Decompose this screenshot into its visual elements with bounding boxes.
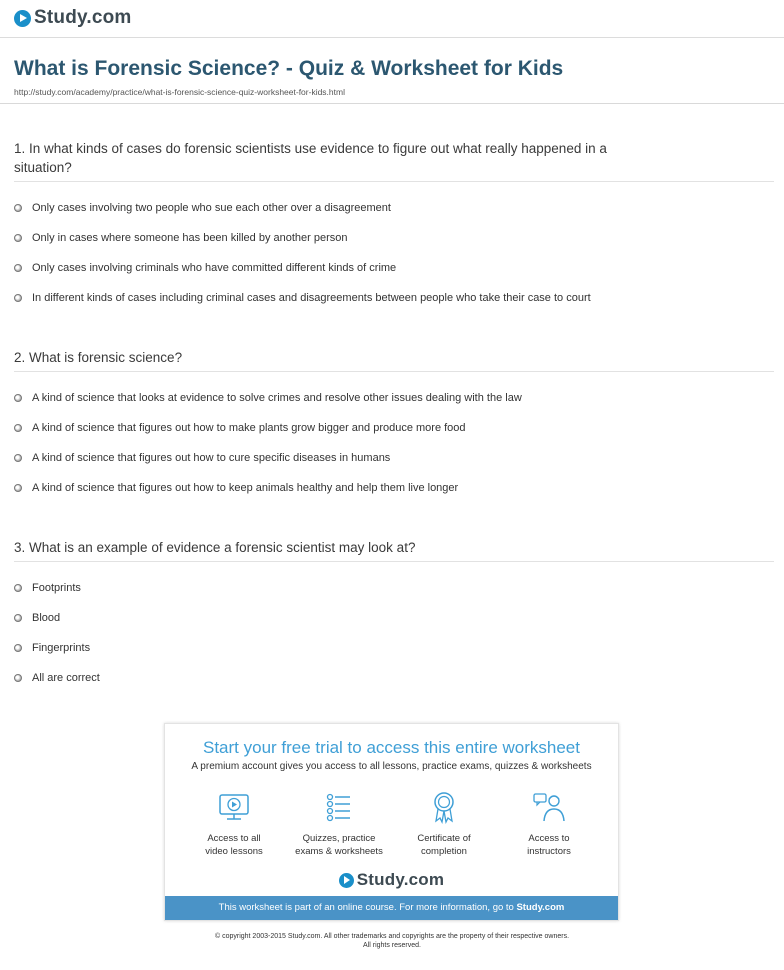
answer-option[interactable]: Only in cases where someone has been killed by another person [14,232,348,244]
feature-label: Quizzes, practice [302,833,376,844]
feature-label: Access to [528,833,570,844]
answer-option[interactable]: Only cases involving two people who sue each other over a disagreement [14,202,391,214]
promo-footer-link[interactable]: Study.com [516,902,565,913]
radio-icon[interactable] [14,264,22,272]
answer-option[interactable]: Footprints [14,582,81,594]
copyright-footer [0,932,784,950]
promo-footer-bar [165,896,618,920]
feature-label: video lessons [205,846,263,857]
rights-line: All rights reserved. [363,942,421,949]
answer-option[interactable]: Only cases involving criminals who have committed different kinds of crime [14,262,396,274]
radio-icon[interactable] [14,234,22,242]
radio-icon[interactable] [14,454,22,462]
answer-option[interactable]: A kind of science that figures out how to keep animals healthy and help them live longer [14,482,458,494]
question-divider [14,181,774,182]
answer-option[interactable]: Fingerprints [14,642,90,654]
answer-option[interactable]: A kind of science that looks at evidence to solve crimes and resolve other issues dealing with the law [14,392,522,404]
feature-instructors [499,790,599,858]
question-1: 1. In what kinds of cases do forensic scientists use evidence to figure out what really happened in a situation? [14,141,607,175]
feature-label: Certificate of [417,833,471,844]
divider [0,103,784,104]
radio-icon[interactable] [14,394,22,402]
site-header [0,0,784,38]
promo-logo-text: Study.com [356,870,445,889]
premium-promo-box [164,723,619,921]
question-divider [14,371,774,372]
copyright-line: © copyright 2003-2015 Study.com. All other trademarks and copyrights are the property of their respective owners. [214,933,570,940]
radio-icon[interactable] [14,294,22,302]
study-logo[interactable] [14,7,132,29]
feature-label: instructors [527,846,571,857]
radio-icon[interactable] [14,484,22,492]
feature-label: Access to all [207,833,261,844]
answer-option[interactable]: All are correct [14,672,100,684]
video-lesson-icon [217,790,251,824]
page-url: http://study.com/academy/practice/what-is-forensic-science-quiz-worksheet-for-kids.html [14,87,345,97]
play-logo-icon [339,873,354,888]
feature-label: completion [421,846,467,857]
answer-option[interactable]: Blood [14,612,60,624]
promo-headline[interactable]: Start your free trial to access this entire worksheet [203,738,580,757]
play-logo-icon [14,10,31,27]
radio-icon[interactable] [14,584,22,592]
feature-video-lessons [184,790,284,858]
promo-footer-text: This worksheet is part of an online course. For more information, go to [218,902,517,913]
feature-label: exams & worksheets [295,846,383,857]
question-divider [14,561,774,562]
certificate-icon [427,790,461,824]
promo-logo[interactable] [165,870,618,890]
instructor-icon [532,790,566,824]
answer-option[interactable]: In different kinds of cases including criminal cases and disagreements between people who take their case to court [14,292,591,304]
radio-icon[interactable] [14,614,22,622]
logo-text: Study.com [34,7,132,28]
feature-quizzes [289,790,389,858]
answer-option[interactable]: A kind of science that figures out how to cure specific diseases in humans [14,452,390,464]
question-2: 2. What is forensic science? [14,350,183,365]
feature-certificate [394,790,494,858]
radio-icon[interactable] [14,204,22,212]
page-title: What is Forensic Science? - Quiz & Worksheet for Kids [14,57,564,80]
quiz-list-icon [322,790,356,824]
radio-icon[interactable] [14,424,22,432]
radio-icon[interactable] [14,644,22,652]
radio-icon[interactable] [14,674,22,682]
promo-subline: A premium account gives you access to all lessons, practice exams, quizzes & worksheets [191,761,592,772]
answer-option[interactable]: A kind of science that figures out how to make plants grow bigger and produce more food [14,422,466,434]
question-3: 3. What is an example of evidence a forensic scientist may look at? [14,540,416,555]
